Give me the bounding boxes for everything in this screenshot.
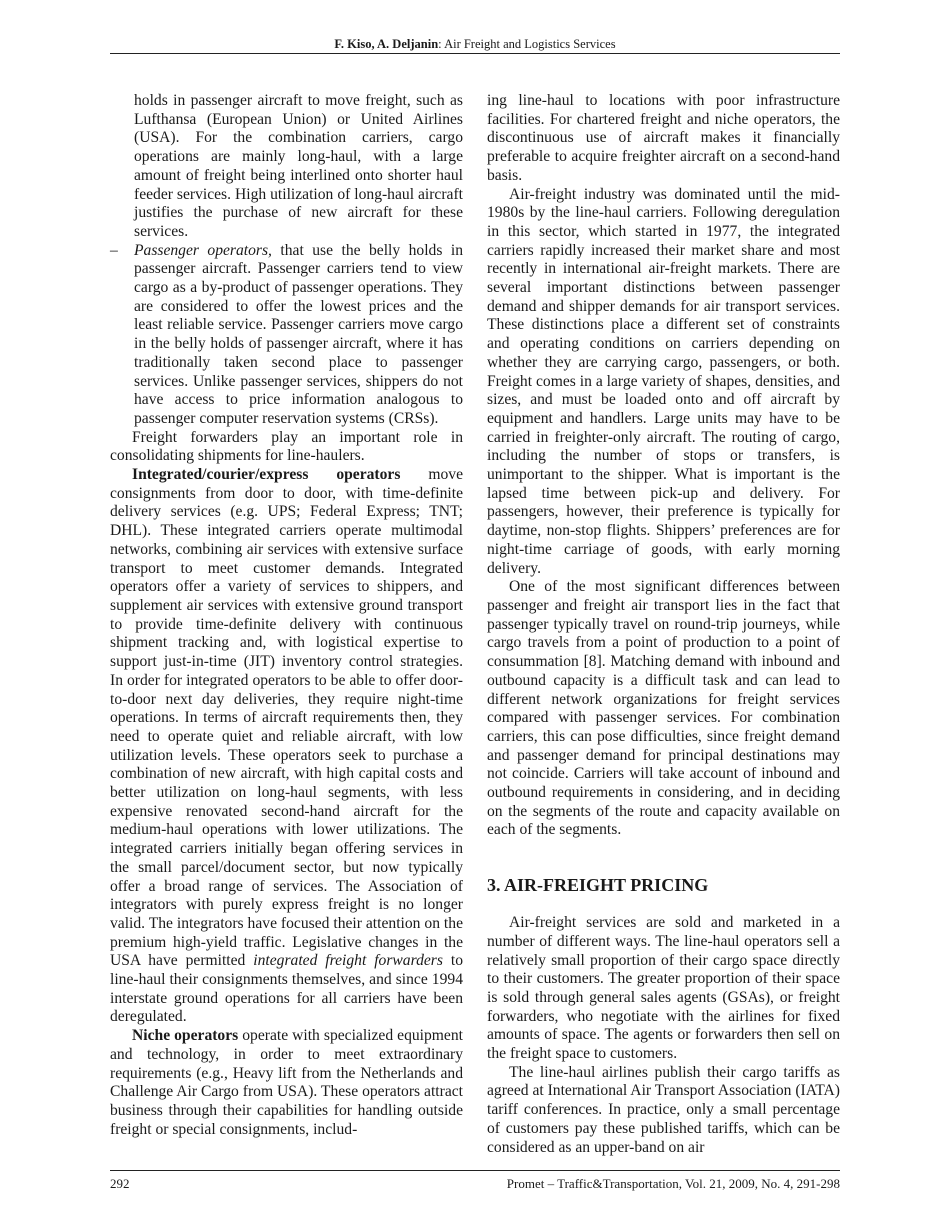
footer-rule xyxy=(110,1170,840,1171)
section-spacer xyxy=(487,840,840,874)
page-number: 292 xyxy=(110,1176,130,1191)
bullet-text: that use the belly holds in passenger aircraft. Passenger carriers tend to view cargo as a by-product of passenger operations. They are considered to offer the lowest prices and the least reliable service. Passenger carriers move cargo in the belly holds of passenger aircraft, where it has traditionally taken second place to passenger services. Unlike passenger services, shippers do not have access to price information analogous to passenger computer reservation systems (CRSs). xyxy=(134,241,463,427)
section-heading: 3. AIR-FREIGHT PRICING xyxy=(487,875,709,896)
niche-operators-term: Niche operators xyxy=(132,1027,239,1045)
right-paragraph-5: The line-haul airlines publish their cargo tariffs as agreed at International Air Transport Association (IATA) tariff conferences. In practice, only a small percentage of customers pay these published tariffs, which can be considered as an upper-band on air xyxy=(487,1063,840,1156)
bullet-term: Passenger operators, xyxy=(134,241,272,259)
left-paragraph-2: Freight forwarders play an important role in consolidating shipments for line-haulers. xyxy=(110,428,463,465)
right-column xyxy=(487,92,840,1157)
right-paragraph-2: Air-freight industry was dominated until the mid-1980s by the line-haul carriers. Following deregulation in this sector, which started in 1977, the integrated carriers rapidly increased their market share and most recently in international air-freight markets. There are several important distinctions between passenger demand and shipper demands for air transport services. These distinctions place a different set of constraints and operating conditions on carriers depending on whether they are carrying cargo, passengers, or both. Freight comes in a large variety of shapes, densities, and sizes, and must be loaded onto and off aircraft by equipment and handlers. Large units may have to be carried in freighter-only aircraft. The routing of cargo, including the number of stops or transfers, is unimportant to the shipper. What is important is the lapsed time between pick-up and delivery. For passengers, however, their preference is typically for daytime, non-stop flights. Shippers’ preferences are for night-time carriage of goods, with early morning delivery. xyxy=(487,185,840,577)
left-paragraph-4-text: operate with specialized equipment and technology, in order to meet extraordinary requirements (e.g., Heavy lift from the Netherlands and Challenge Air Cargo from USA). These operators attract business through their capabilities for handling outside freight or special consignments, includ- xyxy=(110,1027,463,1138)
integrated-operators-term: Integrated/courier/express operators xyxy=(132,466,401,484)
bullet-passenger-operators xyxy=(110,242,463,429)
right-paragraph-3: One of the most significant differences between passenger and freight air transport lies in the fact that passenger typically travel on round-trip journeys, while cargo travels from a point of production to a point of consummation [8]. Matching demand with inbound and outbound capacity is a difficult task and can lead to different network organizations for freight services compared with passenger services. For combination carriers, this can pose difficulties, since freight demand and passenger demand for principal destinations may not coincide. Carriers will take account of inbound and outbound requirements in considering, and in deciding on the segments of the route and capacity available on each of the segments. xyxy=(487,578,840,839)
heading-spacer xyxy=(487,896,840,914)
page-footer xyxy=(110,1176,840,1192)
left-paragraph-3 xyxy=(110,466,463,1027)
header-title: : Air Freight and Logistics Services xyxy=(438,37,616,51)
left-paragraph-3-text-b: to line-haul their consignments themselves, and since 1994 interstate ground operations for all carriers have been deregulated. xyxy=(110,952,463,1026)
header-authors: F. Kiso, A. Deljanin xyxy=(334,37,439,51)
right-paragraph-4: Air-freight services are sold and marketed in a number of different ways. The line-haul operators sell a relatively small proportion of their cargo space directly to their customers. The greater proportion of their space is sold through general sales agents (GSAs), or freight forwarders, who negotiate with the airlines for fixed amounts of space. The agents or forwarders then sell on the freight space to customers. xyxy=(487,914,840,1063)
left-column xyxy=(110,92,463,1139)
running-header xyxy=(110,36,840,52)
integrated-freight-forwarders-term: integrated freight forwarders xyxy=(253,952,443,970)
right-paragraph-1: ing line-haul to locations with poor infrastructure facilities. For chartered freight and niche operators, the discontinuous use of aircraft makes it financially preferable to acquire freighter aircraft on a second-hand basis. xyxy=(487,92,840,184)
left-paragraph-1: holds in passenger aircraft to move freight, such as Lufthansa (European Union) or United Airlines (USA). For the combination carriers, cargo operations are mainly long-haul, with a large amount of freight being interlined onto shorter haul feeder services. High utilization of long-haul aircraft justifies the purchase of new aircraft for these services. xyxy=(134,92,463,240)
bullet-dash: – xyxy=(110,241,118,259)
header-rule xyxy=(110,53,840,54)
journal-citation: Promet – Traffic&Transportation, Vol. 21, 2009, No. 4, 291-298 xyxy=(506,1176,840,1191)
left-paragraph-4 xyxy=(110,1027,463,1139)
left-paragraph-3-text-a: move consignments from door to door, with time-definite delivery services (e.g. UPS; Federal Express; TNT; DHL). These integrated carriers operate multimodal networks, combining air services with extensive surface transport to meet customer demands. Integrated operators offer a variety of services to shippers, and supplement air services with extensive ground transport to provide time-definite delivery with continuous shipment tracking and, with logistical expertise to support just-in-time (JIT) inventory control strategies. In order for integrated operators to be able to offer door-to-door next day deliveries, they require night-time operations. In terms of aircraft requirements then, they need to operate quiet and reliable aircraft, with low utilization levels. These operators seek to purchase a combination of new aircraft, with high capital costs and better utilization on long-haul segments, with less expensive renovated second-hand aircraft for the medium-haul operations with lower utilizations. The integrated carriers initially began offering services in the small parcel/document sector, but now typically offer a broad range of services. The Association of integrators with purely express freight is no longer valid. The integrators have focused their attention on the premium high-yield traffic. Legislative changes in the USA have permitted xyxy=(110,466,463,970)
